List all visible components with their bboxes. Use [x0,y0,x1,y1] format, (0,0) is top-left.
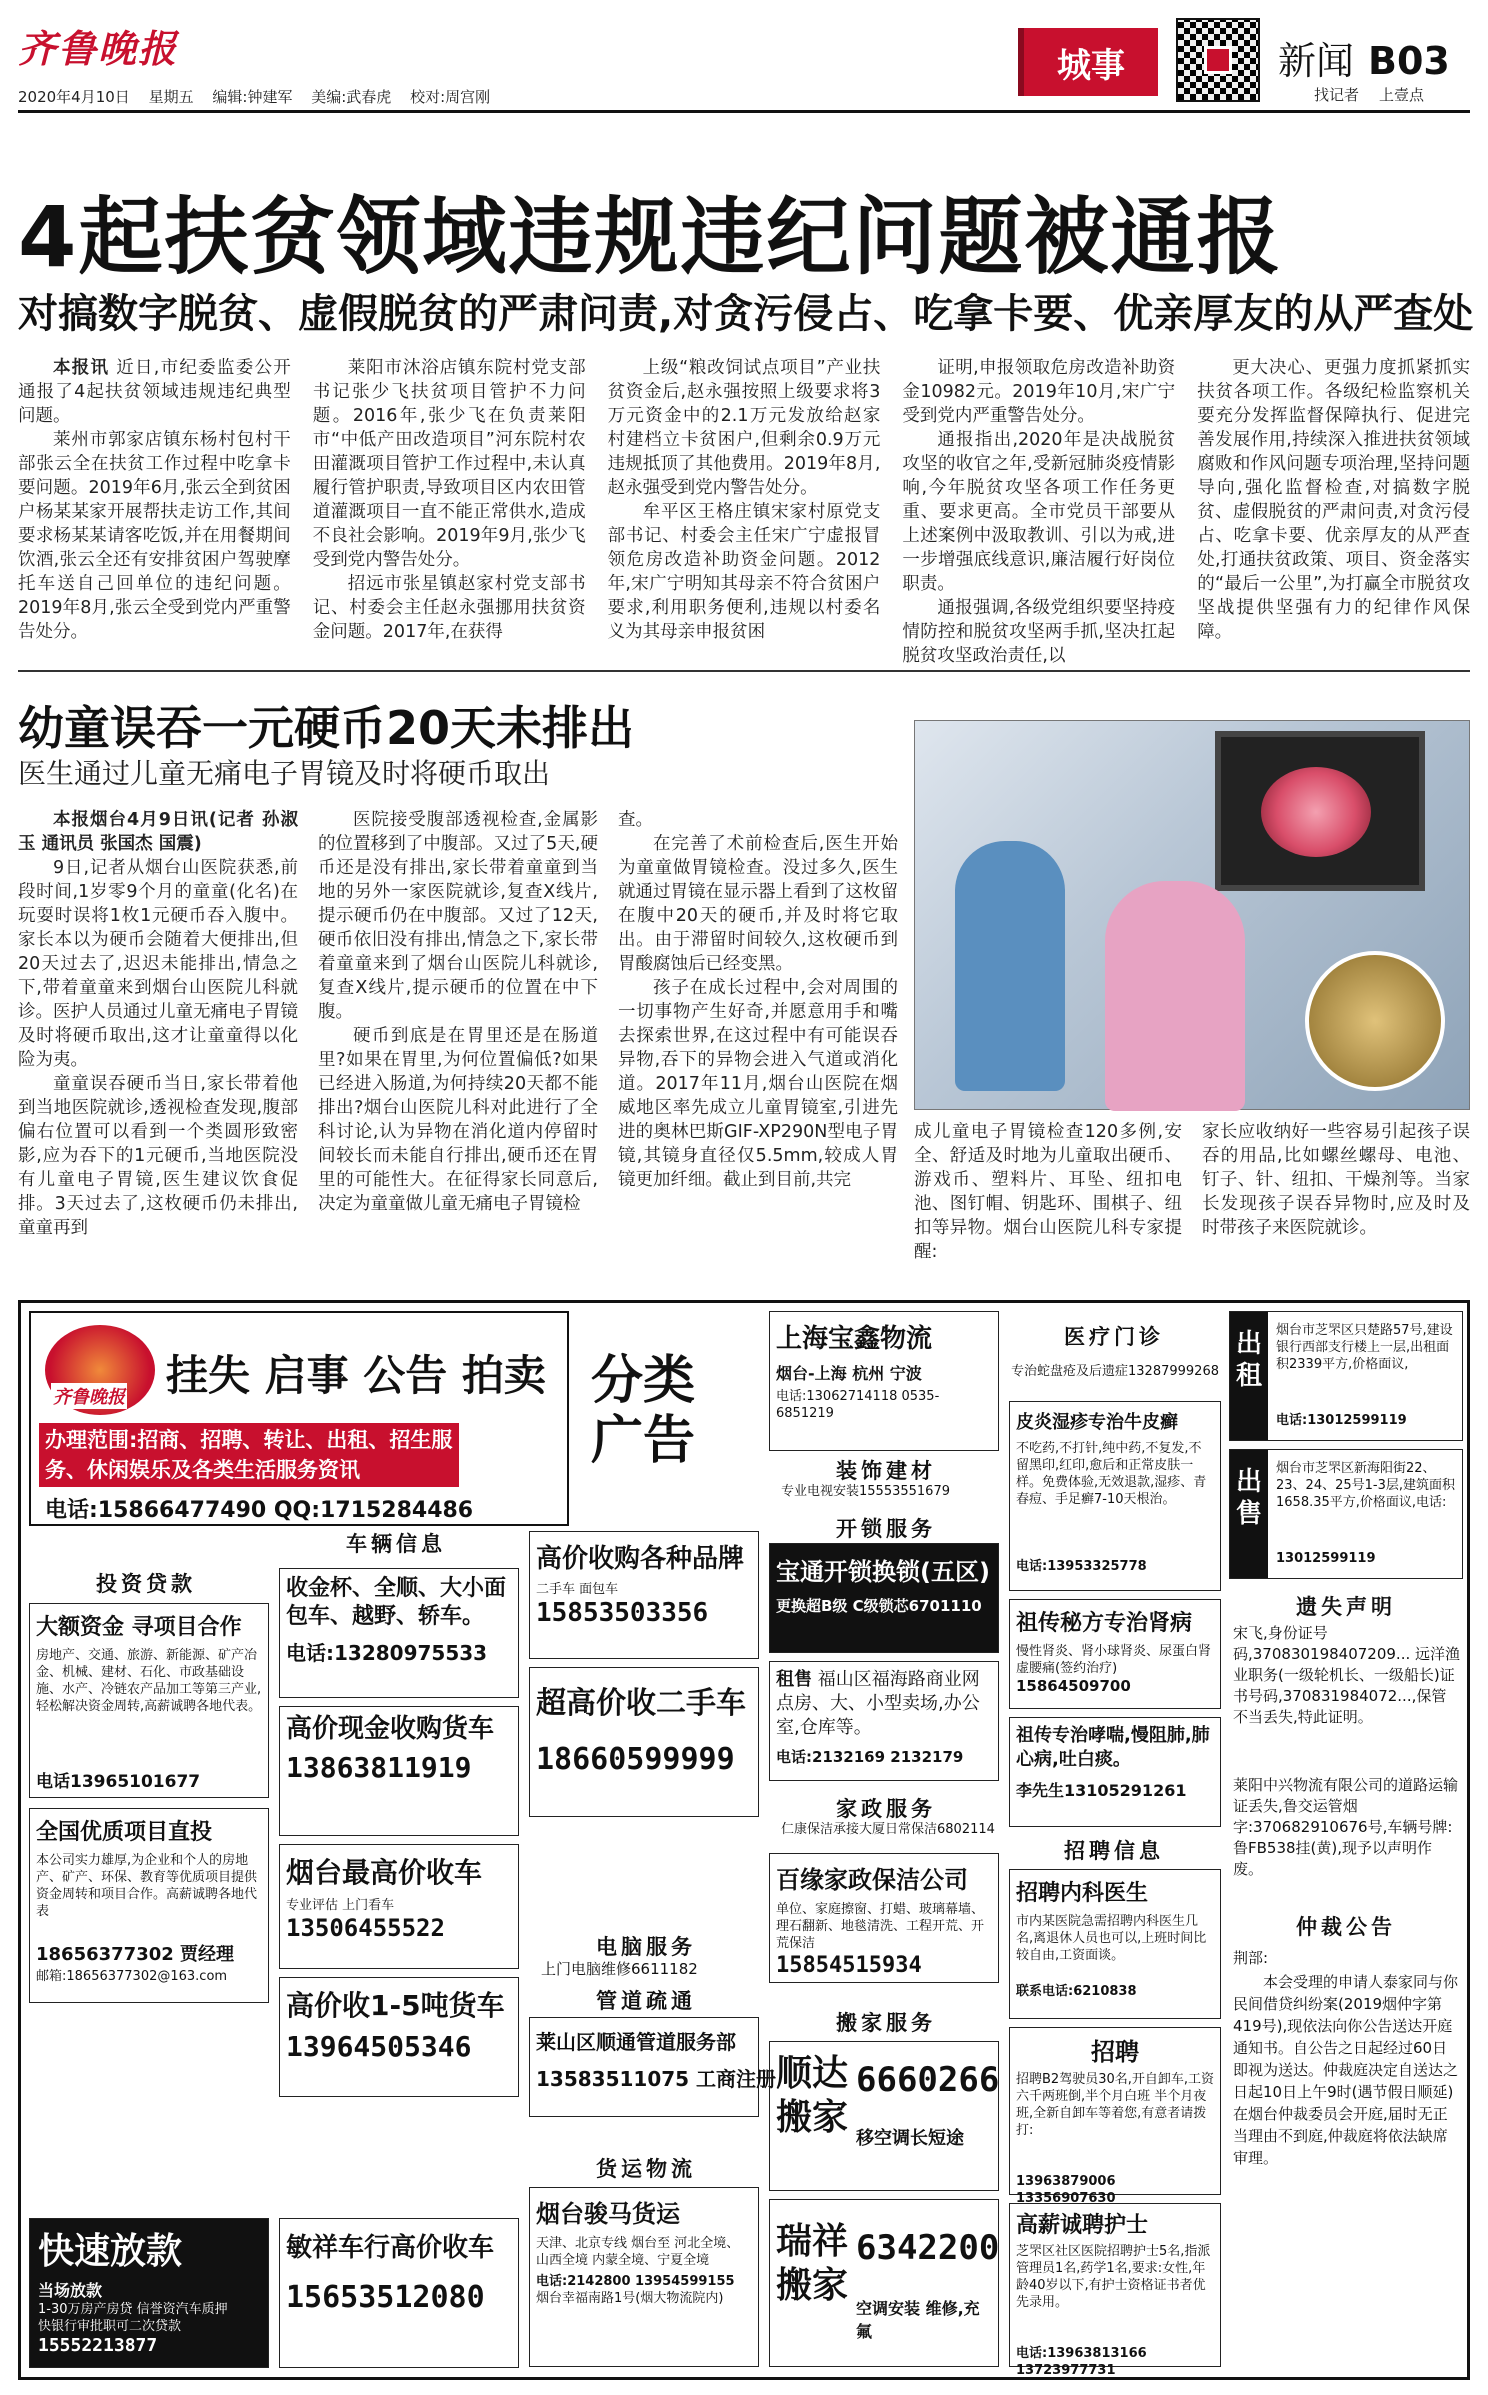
ad-move-2: 瑞祥搬家 6342200 空调安装 维修,充氟 [769,2199,999,2367]
ad-recruit-2: 招聘 招聘B2驾驶员30名,开自卸车,工资六千两班倒,半个月白班 半个月夜班,全新自卸车等着您,有意者请拨打: 13963879006 13356907630 [1009,2027,1221,2195]
story2-col-3: 查。 在完善了术前检查后,医生开始为童童做胃镜检查。没过多久,医生就通过胃镜在显示器上看到了这枚留在腹中20天的硬币,并及时将它取出。由于滞留时间较久,这枚硬币到胃酸腐蚀后已经变黑。 孩子在成长过程中,会对周围的一切事物产生好奇,并愿意用手和嘴去探索世界,在这过程中有可能误吞异物,吞下的异物会进入气道或消化道。2017年11月,烟台山医院在烟威地区率先成立儿童胃镜室,引进先进的奥林巴斯GIF-XP290N型电子胃镜,其镜身直径仅5.5mm,较成人胃镜更加纤细。截止到目前,共完 [618,810,898,1190]
lead-col-4: 证明,申报领取危房改造补助资金10982元。2019年10月,宋广宁受到党内严重警告处分。 通报指出,2020年是决战脱贫攻坚的收官之年,受新冠肺炎疫情影响,今年脱贫攻坚各项工作任务更重、要求更高。全市党员干部要从上述案例中汲取教训、引以为戒,进一步增强底线意识,廉洁履行好岗位职责。 通报强调,各级党组织要坚持疫情防控和脱贫攻坚两手抓,坚决扛起脱贫攻坚政治责任,以 [902,358,1176,666]
ad-baiyuan: 百缘家政保洁公司 单位、家庭擦窗、打蜡、玻璃幕墙、理石翻新、地毯清洗、工程开荒、开荒保洁 15854515934 [769,1853,999,1983]
issue-weekday: 星期五 [148,88,194,106]
notice-lost-1: 宋飞,身份证号码,370830198407209... 远洋渔业职务(一级轮机长、一级船长)证书号码,370831984072...,保管不当丢失,特此证明。 [1233,1624,1460,1726]
ad-decor: 专业电视安装15553551679 [781,1484,950,1499]
reporter-contact: 找记者 上壹点 [1314,86,1425,104]
monitor-icon [1215,731,1425,891]
editor-credit: 编辑:钟建军 [212,88,293,106]
coin-icon [1305,951,1445,1091]
lead-headline: 4起扶贫领域违规违纪问题被通报 [18,188,1283,286]
cat-logistics: 货运物流 [596,2157,696,2181]
ad-car-3: 烟台最高价收车 专业评估 上门看车 13506455522 [279,1844,519,1969]
story2-col-5: 家长应收纳好一些容易引起孩子误吞的用品,比如螺丝螺母、电池、钉子、针、纽扣、干燥剂等。当家长发现孩子误吞异物时,应及时及时带孩子来医院就诊。 [1202,1122,1470,1238]
proof-credit: 校对:周宫刚 [410,88,491,106]
ad-car-1: 收金杯、全顺、大小面包车、越野、轿车。 电话:13280975533 [279,1568,519,1698]
masthead-logo: 齐鲁晚报 [18,26,179,71]
section-tab: 城事 [1018,28,1158,96]
ad-rent: 租售 福山区福海路商业网点房、大、小型卖场,办公室,仓库等。 电话:2132169 2132179 [769,1661,999,1781]
endoscopy-photo [914,720,1470,1110]
cat-lost: 遗失声明 [1296,1595,1396,1619]
ad-pipe: 莱山区顺通管道服务部 13583511075 工商注册 [529,2017,759,2117]
notice-arbitration: 本会受理的申请人泰家同与你民间借贷纠纷案(2019烟仲字第419号),现依法向你公告送达开庭通知书。自公告之日起经过60日即视为送达。仲裁庭决定自送达之日起10日上午9时(遇节假日顺延)在烟台仲裁委员会开庭,届时无正当理由不到庭,仲裁庭将依法缺席审理。 [1233,1973,1459,2167]
newspaper-logo-icon: 齐鲁晚报 [45,1325,155,1415]
header-rule [18,110,1470,113]
cat-lock: 开锁服务 [836,1517,936,1541]
ad-recruit-1: 招聘内科医生 市内某医院急需招聘内科医生几名,离退休人员也可以,上班时间比较自由,工资面谈。 联系电话:6210838 [1009,1869,1221,2019]
story2-body [18,808,898,1288]
lead-body [18,356,1470,666]
dateline [18,86,504,107]
cat-pipe: 管道疏通 [596,1989,696,2013]
ad-for-sale: 出售 烟台市芝罘区新海阳街22、23、24、25号1-3层,建筑面积1658.35平方,价格面议,电话: 13012599119 [1229,1449,1463,1579]
classified-banner: 齐鲁晚报 挂失 启事 公告 拍卖 办理范围:招商、招聘、转让、出租、招生服务、休闲娱乐及各类生活服务资讯 电话:15866477490 QQ:1715284486 [29,1311,569,1526]
ad-pc: 上门电脑维修6611182 [541,1960,698,1978]
cat-decor: 装饰建材 [836,1459,936,1483]
story-divider [18,670,1470,672]
ad-for-rent: 出租 烟台市芝罘区只楚路57号,建设银行西部支行楼上一层,出租面积2339平方,价格面议, 电话:13012599119 [1229,1311,1463,1441]
ad-medical-3: 祖传秘方专治肾病 慢性肾炎、肾小球肾炎、尿蛋白肾虚腰痛(签约治疗) 15864509700 [1009,1599,1221,1709]
ad-loan: 快速放款 当场放款 1-30万房产房贷 信誉资汽车质押 快银行审批职可二次贷款 15552213877 [29,2218,269,2368]
ad-shanghai-logistics: 上海宝鑫物流 烟台-上海 杭州 宁波 电话:13062714118 0535-6851219 [769,1311,999,1451]
ad-lock: 宝通开锁换锁(五区) 更换超B级 C级锁芯6701110 [769,1543,999,1653]
doctor-figure [955,841,1065,1091]
ad-recruit-3: 高薪诚聘护士 芝罘区社区医院招聘护士5名,指派管理员1名,药学1名,要求:女性,年龄40岁以下,有护士资格证书者优先录用。 电话:13963813166 13723977731 [1009,2203,1221,2367]
ad-house: 仁康保洁承接大厦日常保洁6802114 [781,1822,995,1837]
issue-date: 2020年4月10日 [18,88,130,106]
page-number: 新闻 B03 [1278,39,1450,83]
lead-col-2: 莱阳市沐浴店镇东院村党支部书记张少飞扶贫项目管护不力问题。2016年,张少飞在负责莱阳市“中低产田改造项目”河东院村农田灌溉项目管护工作过程中,未认真履行管护职责,导致项目区内农田管道灌溉项目一直不能正常供水,造成不良社会影响。2019年9月,张少飞受到党内警告处分。 招远市张星镇赵家村党支部书记、村委会主任赵永强挪用扶贫资金问题。2017年,在获得 [312,358,586,642]
art-credit: 美编:武春虎 [311,88,392,106]
ad-car-7: 超高价收二手车 18660599999 [529,1667,759,1817]
ad-move-1: 顺达搬家 6660266 移空调长短途 [769,2041,999,2191]
cat-arbitration: 仲裁公告 [1296,1915,1396,1939]
ad-invest-2: 全国优质项目直投 本公司实力雄厚,为企业和个人的房地产、矿产、环保、教育等优质项目提供资金周转和项目合作。高薪诚聘各地代表 18656377302 贾经理 邮箱:18656377302@163.com [29,1808,269,2003]
cat-recruit: 招聘信息 [1064,1839,1164,1863]
story2-col-4: 成儿童电子胃镜检查120多例,安全、舒适及时地为儿童取出硬币、游戏币、塑料片、耳坠、纽扣电池、图钉帽、钥匙环、围棋子、纽扣等异物。烟台山医院儿科专家提醒: [914,1122,1182,1262]
cat-house: 家政服务 [836,1797,936,1821]
ad-invest-1: 大额资金 寻项目合作 房地产、交通、旅游、新能源、矿产冶金、机械、建材、石化、市政基础设施、水产、冷链农产品加工等第三产业,轻松解决资金周转,高薪诚聘各地代表。 电话13965101677 [29,1603,269,1798]
ad-car-5: 敏祥车行高价收车 15653512080 [279,2218,519,2368]
lead-col-1: 本报讯 近日,市纪委监委公开通报了4起扶贫领域违规违纪典型问题。 莱州市郭家店镇东杨村包村干部张云全在扶贫工作过程中吃拿卡要问题。2019年6月,张云全到贫困户杨某某家开展帮扶走访工作,其间要求杨某某请客吃饭,并在用餐期间饮酒,张云全还有安排贫困户驾驶摩托车送自己回单位的违纪问题。2019年8月,张云全受到党内严重警告处分。 [18,358,291,642]
lead-col-3: 上级“粮改饲试点项目”产业扶贫资金后,赵永强按照上级要求将3万元资金中的2.1万元发放给赵家村建档立卡贫困户,但剩余0.9万元违规抵顶了其他费用。2019年8月,赵永强受到党内警告处分。 牟平区王格庄镇宋家村原党支部书记、村委会主任宋广宁虚报冒领危房改造补助资金问题。2012年,宋广宁明知其母亲不符合贫困户要求,利用职务便利,违规以村委名义为其母亲申报贫困 [607,358,881,642]
story2-headline: 幼童误吞一元硬币20天未排出 [18,701,635,755]
story2-body-cont [914,1120,1470,1290]
nurse-figure [1105,881,1245,1111]
cat-pc: 电脑服务 [596,1935,696,1959]
ad-medical-4: 祖传专治哮喘,慢阻肺,肺心病,吐白痰。 李先生13105291261 [1009,1717,1221,1827]
lead-col-5: 更大决心、更强力度抓紧抓实扶贫各项工作。各级纪检监察机关要充分发挥监督保障执行、促进完善发展作用,持续深入推进扶贫领域腐败和作风问题专项治理,坚持问题导向,强化监督检查,对搞数字脱贫、虚假脱贫的严肃问责,对贪污侵占、吃拿卡要、优亲厚友的从严查处,打通扶贫政策、项目、资金落实的“最后一公里”,为打赢全市脱贫攻坚战提供坚强有力的纪律作风保障。 [1197,358,1470,642]
cat-vehicle: 车辆信息 [346,1532,446,1556]
story2-subhead: 医生通过儿童无痛电子胃镜及时将硬币取出 [18,757,551,790]
page-header [18,18,1470,138]
cat-move: 搬家服务 [836,2011,936,2035]
lead-subhead: 对搞数字脱贫、虚假脱贫的严肃问责,对贪污侵占、吃拿卡要、优亲厚友的从严查处 [18,291,1474,337]
ad-logistics: 烟台骏马货运 天津、北京专线 烟台至 河北全境、山西全境 内蒙全境、宁夏全境 电话:2142800 13954599155 烟台幸福南路1号(烟大物流院内) [529,2187,759,2367]
story2-col-2: 医院接受腹部透视检查,金属影的位置移到了中腹部。又过了5天,硬币还是没有排出,家长带着童童到当地的另外一家医院就诊,复查X线片,提示硬币仍在中腹部。又过了12天,硬币依旧没有排出,情急之下,家长带着童童来到了烟台山医院儿科就诊,复查X线片,提示硬币的位置在中下腹。 硬币到底是在胃里还是在肠道里?如果在胃里,为何位置偏低?如果已经进入肠道,为何持续20天都不能排出?烟台山医院儿科对此进行了全科讨论,认为异物在消化道内停留时间较长而未能自行排出,硬币还在胃里的可能性大。在征得家长同意后,决定为童童做儿童无痛电子胃镜检 [318,810,598,1214]
fenlei-logo: 分类广告 [590,1351,695,1471]
ad-car-4: 高价收1-5吨货车 13964505346 [279,1977,519,2097]
classified-section [18,1300,1470,2380]
ad-car-6: 高价收购各种品牌 二手车 面包车 15853503356 [529,1531,759,1659]
qr-code-icon [1176,18,1260,102]
cat-medical: 医疗门诊 [1064,1325,1164,1349]
cat-investment: 投资贷款 [96,1572,196,1596]
notice-arbit-to: 荆部: [1233,1949,1269,1967]
notice-lost-2: 莱阳中兴物流有限公司的道路运输证丢失,鲁交运管烟字:370682910676号,车辆号牌:鲁FB538挂(黄),现予以声明作废。 [1233,1776,1459,1878]
ad-medical-2: 皮炎湿疹专治牛皮癣 不吃药,不打针,纯中药,不复发,不留黑印,红印,愈后和正常皮肤一样。免费体验,无效退款,湿疹、青春痘、手足癣7-10天根治。 电话:13953325778 [1009,1401,1221,1591]
ad-car-2: 高价现金收购货车 13863811919 [279,1706,519,1836]
story2-col-1: 本报烟台4月9日讯(记者 孙淑玉 通讯员 张国杰 国震) 9日,记者从烟台山医院获悉,前段时间,1岁零9个月的童童(化名)在玩耍时误将1枚1元硬币吞入腹中。家长本以为硬币会随着大便排出,但20天过去了,迟迟未能排出,情急之下,带着童童来到烟台山医院儿科就诊。医护人员通过儿童无痛电子胃镜及时将硬币取出,这才让童童得以化险为夷。 童童误吞硬币当日,家长带着他到当地医院就诊,透视检查发现,腹部偏右位置可以看到一个类圆形致密影,应为吞下的1元硬币,当地医院没有儿童电子胃镜,医生建议饮食促排。3天过去了,这枚硬币仍未排出,童童再到 [18,810,298,1238]
ad-medical-1: 专治蛇盘疮及后遗症13287999268 [1011,1364,1219,1379]
